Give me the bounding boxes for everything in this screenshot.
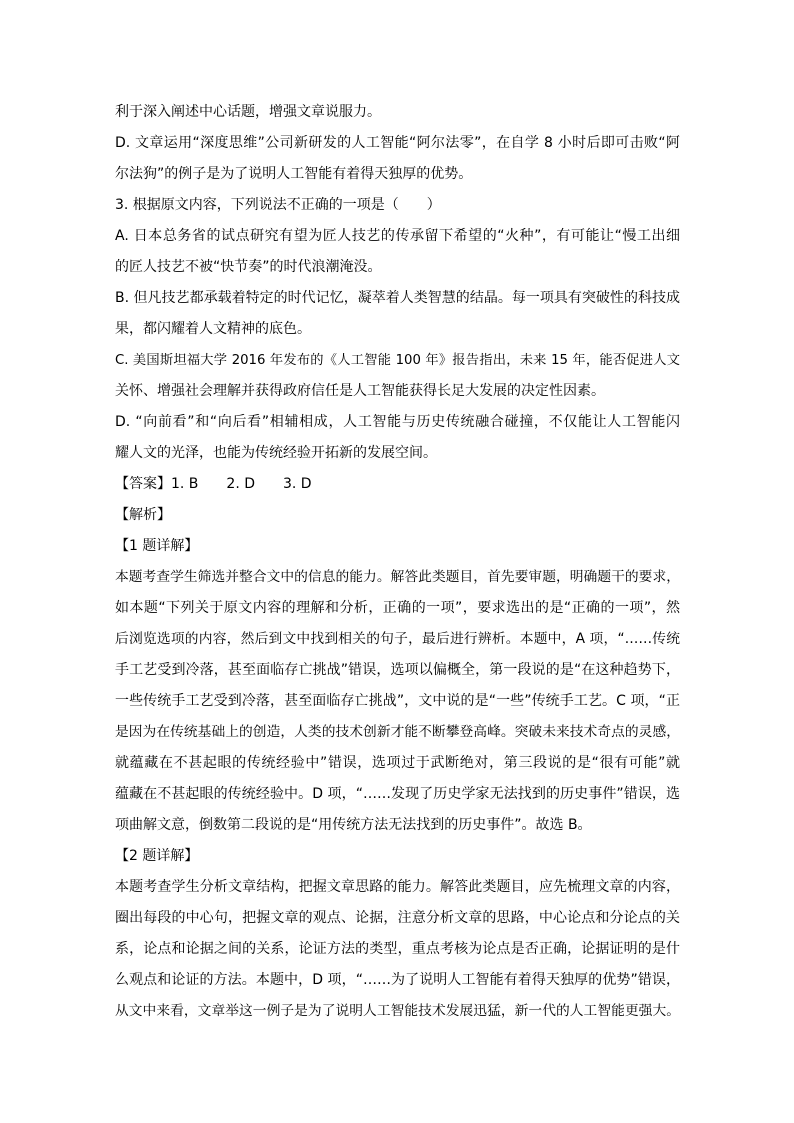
- text-line: 蕴藏在不甚起眼的传统经验中。D 项，“……发现了历史学家无法找到的历史事件”错误，选: [115, 786, 680, 802]
- text-line: 从文中来看，文章举这一例子是为了说明人工智能技术发展迅猛，新一代的人工智能更强大。: [115, 1003, 680, 1019]
- text-line: 利于深入阐述中心话题，增强文章说服力。: [115, 104, 381, 120]
- option-d: D. “向前看”和“向后看”相辅相成，人工智能与历史传统融合碰撞，不仅能让人工智能闪: [115, 414, 680, 430]
- text-line: 尔法狗”的例子是为了说明人工智能有着得天独厚的优势。: [115, 166, 473, 182]
- answer-line: 【答案】1. B 2. D 3. D: [115, 476, 312, 492]
- text-line: 后浏览选项的内容，然后到文中找到相关的句子，最后进行辨析。本题中，A 项，“……传统: [115, 631, 680, 647]
- text-line: 系，论点和论据之间的关系，论证方法的类型，重点考核为论点是否正确，论据证明的是什: [115, 941, 680, 957]
- document-body: [115, 97, 680, 1027]
- text-line: 项曲解文意，倒数第二段说的是“用传统方法无法找到的历史事件”。故选 B。: [115, 817, 592, 833]
- text-line: 如本题“下列关于原文内容的理解和分析，正确的一项”，要求选出的是“正确的一项”，然: [115, 600, 680, 616]
- question-title: 3. 根据原文内容，下列说法不正确的一项是（ ）: [115, 197, 441, 213]
- option-c: C. 美国斯坦福大学 2016 年发布的《人工智能 100 年》报告指出，未来 15 年，能否促进人文: [115, 353, 680, 368]
- text-line: 本题考查学生筛选并整合文中的信息的能力。解答此类题目，首先要审题，明确题干的要求，: [115, 569, 680, 585]
- option-b: B. 但凡技艺都承载着特定的时代记忆，凝萃着人类智慧的结晶。每一项具有突破性的科技成: [115, 290, 680, 306]
- text-line: 就蕴藏在不甚起眼的传统经验中”错误，选项过于武断绝对，第三段说的是“很有可能”就: [115, 755, 680, 771]
- text-line: 本题考查学生分析文章结构，把握文章思路的能力。解答此类题目，应先梳理文章的内容，: [115, 879, 680, 895]
- text-line: 手工艺受到冷落，甚至面临存亡挑战”错误，选项以偏概全，第一段说的是“在这种趋势下，: [115, 662, 680, 678]
- q2-detail-heading: 【2 题详解】: [115, 848, 199, 864]
- text-line: D. 文章运用“深度思维”公司新研发的人工智能“阿尔法零”，在自学 8 小时后即可击败“阿: [115, 135, 680, 151]
- text-line: 一些传统手工艺受到冷落，甚至面临存亡挑战”，文中说的是“一些”传统手工艺。C 项，“正: [115, 693, 680, 709]
- text-line: 关怀、增强社会理解并获得政府信任是人工智能获得长足大发展的决定性因素。: [115, 383, 605, 399]
- option-a: A. 日本总务省的试点研究有望为匠人技艺的传承留下希望的“火种”，有可能让“慢工出细: [115, 228, 680, 244]
- analysis-heading: 【解析】: [115, 507, 171, 523]
- q1-detail-heading: 【1 题详解】: [115, 538, 199, 554]
- text-line: 耀人文的光泽，也能为传统经验开拓新的发展空间。: [115, 445, 437, 461]
- text-line: 是因为在传统基础上的创造，人类的技术创新才能不断攀登高峰。突破未来技术奇点的灵感，: [115, 724, 680, 740]
- text-line: 圈出每段的中心句，把握文章的观点、论据，注意分析文章的思路，中心论点和分论点的关: [115, 910, 680, 926]
- text-line: 么观点和论证的方法。本题中，D 项，“……为了说明人工智能有着得天独厚的优势”错误，: [115, 972, 680, 988]
- text-line: 的匠人技艺不被“快节奏”的时代浪潮淹没。: [115, 259, 382, 275]
- text-line: 果，都闪耀着人文精神的底色。: [115, 321, 311, 337]
